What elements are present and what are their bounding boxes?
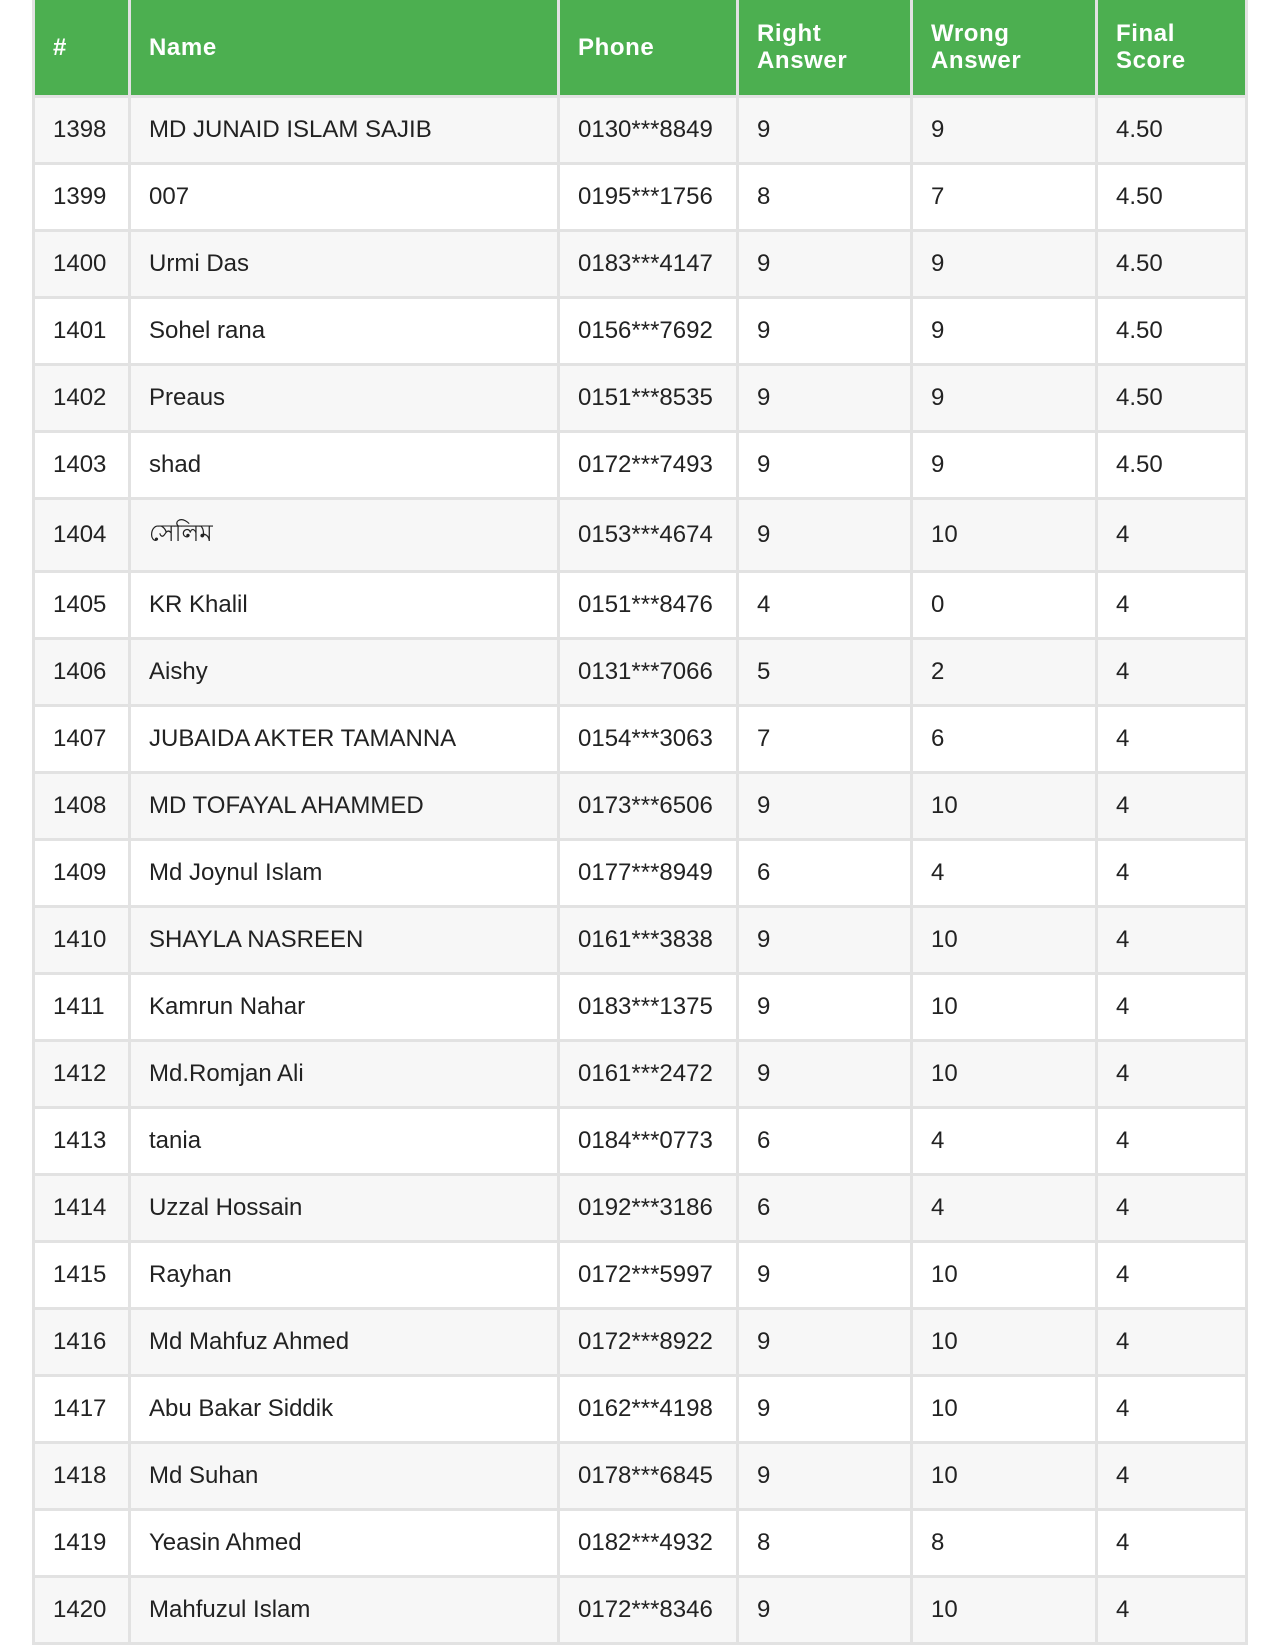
cell-right-answer: 9 xyxy=(738,973,912,1040)
cell-index: 1415 xyxy=(34,1241,130,1308)
cell-index: 1399 xyxy=(34,163,130,230)
cell-final-score: 4 xyxy=(1097,839,1247,906)
cell-phone: 0131***7066 xyxy=(559,638,738,705)
cell-name: Yeasin Ahmed xyxy=(130,1509,559,1576)
cell-wrong-answer: 10 xyxy=(912,772,1097,839)
cell-wrong-answer: 10 xyxy=(912,1375,1097,1442)
cell-wrong-answer: 0 xyxy=(912,571,1097,638)
cell-right-answer: 9 xyxy=(738,1375,912,1442)
cell-wrong-answer: 10 xyxy=(912,973,1097,1040)
cell-index: 1401 xyxy=(34,297,130,364)
cell-final-score: 4.50 xyxy=(1097,96,1247,163)
table-row xyxy=(34,839,1247,906)
cell-name: Md Mahfuz Ahmed xyxy=(130,1308,559,1375)
cell-final-score: 4 xyxy=(1097,1241,1247,1308)
cell-index: 1410 xyxy=(34,906,130,973)
cell-right-answer: 8 xyxy=(738,1509,912,1576)
cell-final-score: 4 xyxy=(1097,973,1247,1040)
cell-name: 007 xyxy=(130,163,559,230)
cell-right-answer: 9 xyxy=(738,906,912,973)
cell-phone: 0183***1375 xyxy=(559,973,738,1040)
cell-phone: 0151***8476 xyxy=(559,571,738,638)
cell-index: 1398 xyxy=(34,96,130,163)
table-row xyxy=(34,772,1247,839)
cell-final-score: 4 xyxy=(1097,571,1247,638)
table-row xyxy=(34,1241,1247,1308)
cell-right-answer: 9 xyxy=(738,772,912,839)
cell-phone: 0161***3838 xyxy=(559,906,738,973)
cell-phone: 0154***3063 xyxy=(559,705,738,772)
cell-wrong-answer: 9 xyxy=(912,230,1097,297)
cell-name: KR Khalil xyxy=(130,571,559,638)
cell-name: Mahfuzul Islam xyxy=(130,1576,559,1643)
cell-name: shad xyxy=(130,431,559,498)
cell-name: Uzzal Hossain xyxy=(130,1174,559,1241)
cell-phone: 0182***4932 xyxy=(559,1509,738,1576)
table-header xyxy=(34,0,1247,96)
header-phone: Phone xyxy=(559,0,738,96)
cell-right-answer: 9 xyxy=(738,1040,912,1107)
cell-wrong-answer: 10 xyxy=(912,906,1097,973)
cell-final-score: 4 xyxy=(1097,1308,1247,1375)
cell-wrong-answer: 7 xyxy=(912,163,1097,230)
cell-phone: 0177***8949 xyxy=(559,839,738,906)
cell-right-answer: 9 xyxy=(738,431,912,498)
cell-wrong-answer: 8 xyxy=(912,1509,1097,1576)
table-row xyxy=(34,973,1247,1040)
header-right-answer: Right Answer xyxy=(738,0,912,96)
cell-name: সেলিম xyxy=(130,498,559,571)
table-row xyxy=(34,364,1247,431)
cell-index: 1416 xyxy=(34,1308,130,1375)
cell-name: Md Suhan xyxy=(130,1442,559,1509)
cell-index: 1420 xyxy=(34,1576,130,1643)
cell-final-score: 4 xyxy=(1097,1442,1247,1509)
cell-final-score: 4 xyxy=(1097,1040,1247,1107)
cell-index: 1400 xyxy=(34,230,130,297)
table-row xyxy=(34,1107,1247,1174)
cell-wrong-answer: 4 xyxy=(912,1174,1097,1241)
cell-wrong-answer: 10 xyxy=(912,1442,1097,1509)
table-row xyxy=(34,1509,1247,1576)
cell-index: 1413 xyxy=(34,1107,130,1174)
cell-index: 1411 xyxy=(34,973,130,1040)
cell-wrong-answer: 10 xyxy=(912,1308,1097,1375)
cell-final-score: 4 xyxy=(1097,906,1247,973)
cell-right-answer: 9 xyxy=(738,1241,912,1308)
table-row xyxy=(34,638,1247,705)
cell-wrong-answer: 9 xyxy=(912,364,1097,431)
cell-phone: 0172***8346 xyxy=(559,1576,738,1643)
cell-wrong-answer: 10 xyxy=(912,1576,1097,1643)
cell-right-answer: 6 xyxy=(738,1174,912,1241)
cell-final-score: 4 xyxy=(1097,772,1247,839)
cell-phone: 0172***7493 xyxy=(559,431,738,498)
cell-wrong-answer: 2 xyxy=(912,638,1097,705)
cell-index: 1419 xyxy=(34,1509,130,1576)
cell-final-score: 4.50 xyxy=(1097,431,1247,498)
cell-name: Abu Bakar Siddik xyxy=(130,1375,559,1442)
cell-final-score: 4 xyxy=(1097,1576,1247,1643)
cell-wrong-answer: 10 xyxy=(912,1040,1097,1107)
cell-index: 1407 xyxy=(34,705,130,772)
cell-wrong-answer: 4 xyxy=(912,1107,1097,1174)
cell-right-answer: 9 xyxy=(738,96,912,163)
cell-final-score: 4 xyxy=(1097,1174,1247,1241)
cell-name: MD JUNAID ISLAM SAJIB xyxy=(130,96,559,163)
cell-phone: 0130***8849 xyxy=(559,96,738,163)
cell-phone: 0151***8535 xyxy=(559,364,738,431)
cell-index: 1417 xyxy=(34,1375,130,1442)
header-final-score: Final Score xyxy=(1097,0,1247,96)
cell-right-answer: 9 xyxy=(738,1576,912,1643)
results-table xyxy=(32,0,1248,1645)
cell-phone: 0156***7692 xyxy=(559,297,738,364)
cell-phone: 0183***4147 xyxy=(559,230,738,297)
cell-phone: 0172***8922 xyxy=(559,1308,738,1375)
table-row xyxy=(34,498,1247,571)
results-table-container xyxy=(32,0,1245,1645)
cell-wrong-answer: 9 xyxy=(912,297,1097,364)
table-row xyxy=(34,230,1247,297)
cell-final-score: 4 xyxy=(1097,1107,1247,1174)
table-row xyxy=(34,1442,1247,1509)
cell-name: Urmi Das xyxy=(130,230,559,297)
cell-final-score: 4.50 xyxy=(1097,364,1247,431)
cell-right-answer: 9 xyxy=(738,498,912,571)
table-row xyxy=(34,1308,1247,1375)
cell-right-answer: 9 xyxy=(738,364,912,431)
cell-right-answer: 9 xyxy=(738,297,912,364)
table-row xyxy=(34,705,1247,772)
table-row xyxy=(34,1375,1247,1442)
cell-phone: 0178***6845 xyxy=(559,1442,738,1509)
cell-name: SHAYLA NASREEN xyxy=(130,906,559,973)
cell-final-score: 4.50 xyxy=(1097,297,1247,364)
cell-final-score: 4 xyxy=(1097,638,1247,705)
cell-right-answer: 6 xyxy=(738,839,912,906)
cell-wrong-answer: 4 xyxy=(912,839,1097,906)
cell-right-answer: 5 xyxy=(738,638,912,705)
cell-name: Md.Romjan Ali xyxy=(130,1040,559,1107)
header-name: Name xyxy=(130,0,559,96)
cell-phone: 0192***3186 xyxy=(559,1174,738,1241)
cell-right-answer: 9 xyxy=(738,1442,912,1509)
cell-final-score: 4 xyxy=(1097,705,1247,772)
cell-index: 1402 xyxy=(34,364,130,431)
cell-name: Sohel rana xyxy=(130,297,559,364)
cell-index: 1404 xyxy=(34,498,130,571)
cell-final-score: 4.50 xyxy=(1097,230,1247,297)
cell-wrong-answer: 9 xyxy=(912,431,1097,498)
cell-right-answer: 6 xyxy=(738,1107,912,1174)
cell-name: Aishy xyxy=(130,638,559,705)
cell-wrong-answer: 10 xyxy=(912,498,1097,571)
table-row xyxy=(34,1040,1247,1107)
table-row xyxy=(34,906,1247,973)
table-row xyxy=(34,571,1247,638)
cell-name: Md Joynul Islam xyxy=(130,839,559,906)
cell-index: 1414 xyxy=(34,1174,130,1241)
cell-phone: 0184***0773 xyxy=(559,1107,738,1174)
table-row xyxy=(34,163,1247,230)
cell-wrong-answer: 10 xyxy=(912,1241,1097,1308)
cell-name: tania xyxy=(130,1107,559,1174)
cell-final-score: 4.50 xyxy=(1097,163,1247,230)
cell-final-score: 4 xyxy=(1097,498,1247,571)
cell-right-answer: 9 xyxy=(738,1308,912,1375)
table-row xyxy=(34,1576,1247,1643)
cell-name: Preaus xyxy=(130,364,559,431)
cell-name: MD TOFAYAL AHAMMED xyxy=(130,772,559,839)
header-wrong-answer: Wrong Answer xyxy=(912,0,1097,96)
cell-name: JUBAIDA AKTER TAMANNA xyxy=(130,705,559,772)
cell-final-score: 4 xyxy=(1097,1509,1247,1576)
table-row xyxy=(34,1174,1247,1241)
header-index: # xyxy=(34,0,130,96)
cell-phone: 0162***4198 xyxy=(559,1375,738,1442)
cell-phone: 0173***6506 xyxy=(559,772,738,839)
cell-right-answer: 4 xyxy=(738,571,912,638)
cell-index: 1405 xyxy=(34,571,130,638)
cell-right-answer: 7 xyxy=(738,705,912,772)
cell-wrong-answer: 6 xyxy=(912,705,1097,772)
cell-phone: 0172***5997 xyxy=(559,1241,738,1308)
table-row xyxy=(34,96,1247,163)
cell-phone: 0195***1756 xyxy=(559,163,738,230)
cell-index: 1408 xyxy=(34,772,130,839)
table-row xyxy=(34,431,1247,498)
cell-final-score: 4 xyxy=(1097,1375,1247,1442)
cell-index: 1418 xyxy=(34,1442,130,1509)
cell-phone: 0161***2472 xyxy=(559,1040,738,1107)
cell-right-answer: 9 xyxy=(738,230,912,297)
cell-name: Rayhan xyxy=(130,1241,559,1308)
table-row xyxy=(34,297,1247,364)
cell-index: 1412 xyxy=(34,1040,130,1107)
cell-index: 1406 xyxy=(34,638,130,705)
table-body xyxy=(34,96,1247,1643)
cell-phone: 0153***4674 xyxy=(559,498,738,571)
cell-index: 1409 xyxy=(34,839,130,906)
cell-name: Kamrun Nahar xyxy=(130,973,559,1040)
cell-wrong-answer: 9 xyxy=(912,96,1097,163)
header-row xyxy=(34,0,1247,96)
cell-index: 1403 xyxy=(34,431,130,498)
cell-right-answer: 8 xyxy=(738,163,912,230)
